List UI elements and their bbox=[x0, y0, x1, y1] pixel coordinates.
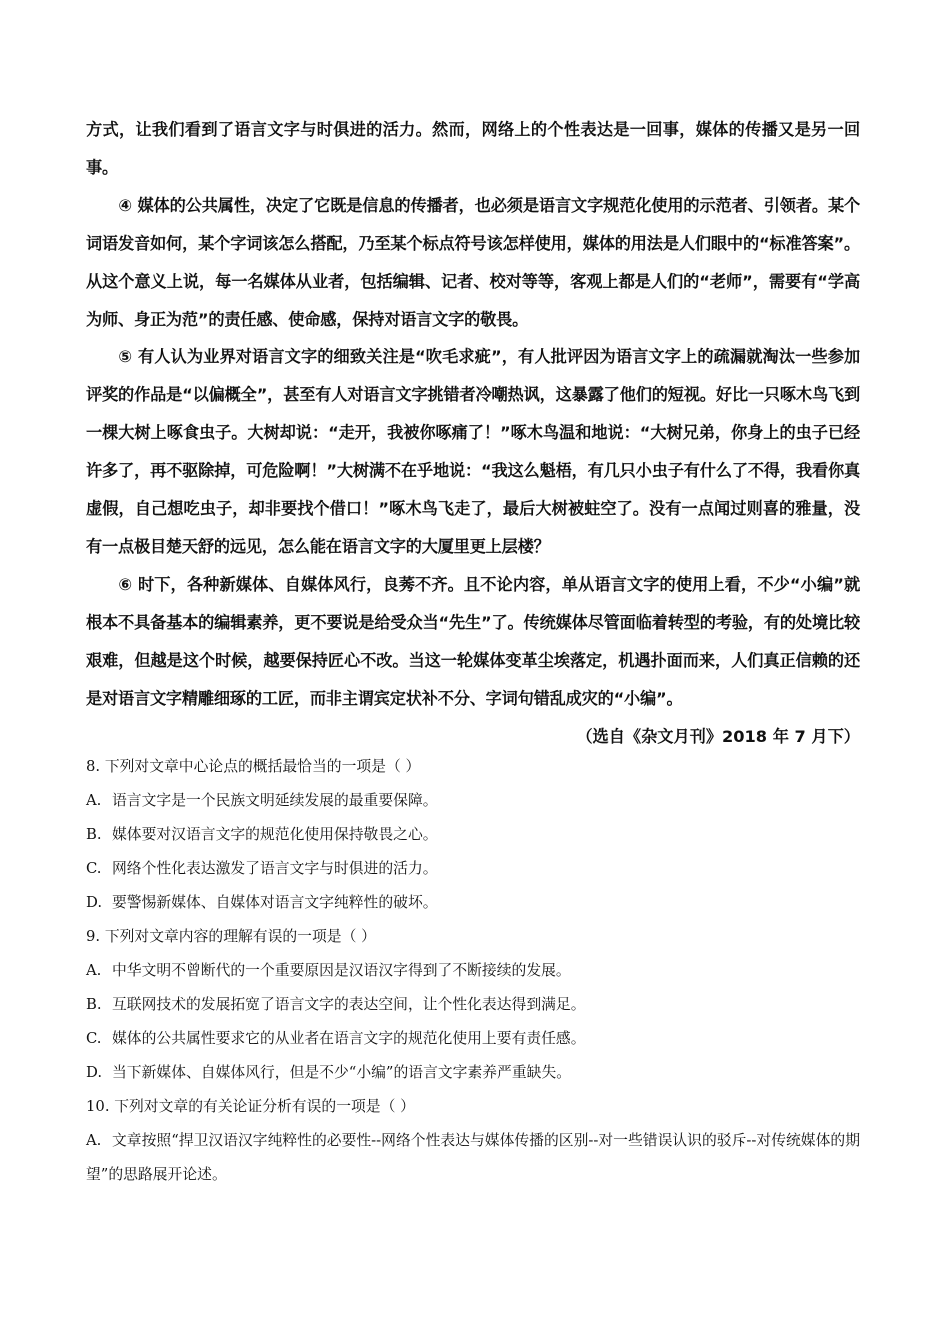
paragraph-4: ④ 媒体的公共属性，决定了它既是信息的传播者，也必须是语言文字规范化使用的示范者、引领者。某个词语发音如何，某个字词该怎么搭配，乃至某个标点符号该怎样使用，媒体的用法是人们眼中的“标准答案”。从这个意义上说，每一名媒体从业者，包括编辑、记者、校对等等，客观上都是人们的“老师”，需要有“学高为师、身正为范”的责任感、使命感，保持对语言文字的敬畏。 bbox=[86, 195, 860, 329]
option-letter: A. bbox=[86, 1132, 102, 1149]
option-d bbox=[86, 1056, 860, 1090]
option-letter: D. bbox=[86, 1064, 103, 1081]
article-source: （选自《杂文月刊》2018 年 7 月下） bbox=[576, 726, 860, 746]
question-8 bbox=[86, 750, 860, 920]
option-a bbox=[86, 784, 860, 818]
questions-section bbox=[86, 750, 860, 1192]
option-a bbox=[86, 954, 860, 988]
paragraph-5: ⑤ 有人认为业界对语言文字的细致关注是“吹毛求疵”，有人批评因为语言文字上的疏漏就淘汰一些参加评奖的作品是“以偏概全”，甚至有人对语言文字挑错者冷嘲热讽，这暴露了他们的短视。好比一只啄木鸟飞到一棵大树上啄食虫子。大树却说：“走开，我被你啄痛了！”啄木鸟温和地说：“大树兄弟，你身上的虫子已经许多了，再不驱除掉，可危险啊！”大树满不在乎地说：“我这么魁梧，有几只小虫子有什么了不得，我看你真虚假，自己想吃虫子，却非要找个借口！”啄木鸟飞走了，最后大树被蛀空了。没有一点闻过则喜的雅量，没有一点极目楚天舒的远见，怎么能在语言文字的大厦里更上层楼？ bbox=[86, 347, 860, 556]
option-text: 媒体的公共属性要求它的从业者在语言文字的规范化使用上要有责任感。 bbox=[112, 1030, 586, 1047]
question-stem: 8. 下列对文章中心论点的概括最恰当的一项是（ ） bbox=[86, 758, 421, 775]
option-b bbox=[86, 988, 860, 1022]
question-stem: 10. 下列对文章的有关论证分析有误的一项是（ ） bbox=[86, 1098, 415, 1115]
option-d bbox=[86, 886, 860, 920]
option-text: 语言文字是一个民族文明延续发展的最重要保障。 bbox=[112, 792, 438, 809]
question-9 bbox=[86, 920, 860, 1090]
option-text: 当下新媒体、自媒体风行，但是不少“小编”的语言文字素养严重缺失。 bbox=[112, 1064, 572, 1081]
option-text: 要警惕新媒体、自媒体对语言文字纯粹性的破坏。 bbox=[112, 894, 438, 911]
option-text: 网络个性化表达激发了语言文字与时俱进的活力。 bbox=[112, 860, 438, 877]
option-c bbox=[86, 1022, 860, 1056]
question-10 bbox=[86, 1090, 860, 1192]
option-letter: C. bbox=[86, 1030, 102, 1047]
paragraph-continued: 方式，让我们看到了语言文字与时俱进的活力。然而，网络上的个性表达是一回事，媒体的传播又是另一回事。 bbox=[86, 120, 860, 177]
article-body bbox=[86, 111, 860, 755]
option-letter: B. bbox=[86, 826, 102, 843]
option-text: 文章按照“捍卫汉语汉字纯粹性的必要性--网络个性表达与媒体传播的区别--对一些错误认识的驳斥--对传统媒体的期望”的思路展开论述。 bbox=[86, 1132, 860, 1183]
option-text: 中华文明不曾断代的一个重要原因是汉语汉字得到了不断接续的发展。 bbox=[112, 962, 571, 979]
option-letter: A. bbox=[86, 962, 102, 979]
option-text: 互联网技术的发展拓宽了语言文字的表达空间，让个性化表达得到满足。 bbox=[112, 996, 586, 1013]
option-b bbox=[86, 818, 860, 852]
option-letter: A. bbox=[86, 792, 102, 809]
option-letter: B. bbox=[86, 996, 102, 1013]
option-c bbox=[86, 852, 860, 886]
option-a bbox=[86, 1124, 860, 1192]
paragraph-6: ⑥ 时下，各种新媒体、自媒体风行，良莠不齐。且不论内容，单从语言文字的使用上看，不少“小编”就根本不具备基本的编辑素养，更不要说是给受众当“先生”了。传统媒体尽管面临着转型的考验，有的处境比较艰难，但越是这个时候，越要保持匠心不改。当这一轮媒体变革尘埃落定，机遇扑面而来，人们真正信赖的还是对语言文字精雕细琢的工匠，而非主谓宾定状补不分、字词句错乱成灾的“小编”。 bbox=[86, 574, 860, 708]
option-letter: C. bbox=[86, 860, 102, 877]
option-text: 媒体要对汉语言文字的规范化使用保持敬畏之心。 bbox=[112, 826, 438, 843]
question-stem: 9. 下列对文章内容的理解有误的一项是（ ） bbox=[86, 928, 376, 945]
option-letter: D. bbox=[86, 894, 103, 911]
